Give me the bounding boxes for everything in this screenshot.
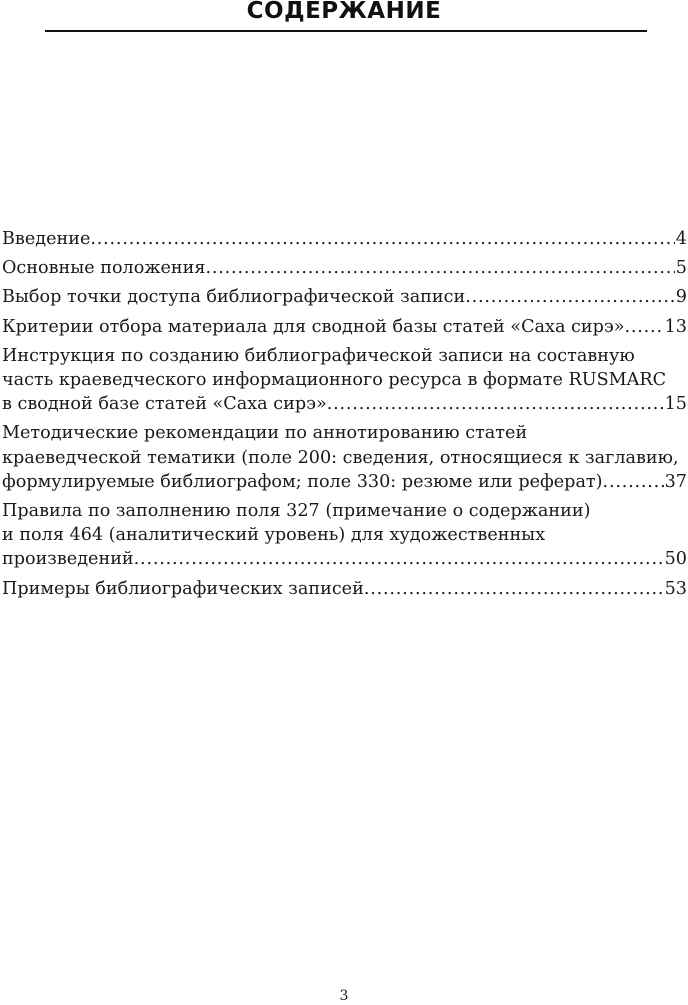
toc-page-number: 4 (675, 229, 687, 249)
toc-entry-line (2, 470, 687, 494)
toc-entry-title: Введение (2, 229, 91, 249)
toc-entry-title-line: формулируемые библиографом; поле 330: резюме или реферат) (2, 471, 603, 492)
toc-entry-field-rules[interactable] (2, 499, 687, 572)
toc-entry-title-line: краеведческой тематики (поле 200: сведения, относящиеся к заглавию, (2, 447, 679, 468)
toc-entry-title-line: и поля 464 (аналитический уровень) для художественных (2, 525, 546, 546)
toc-entry-title: Основные положения (2, 258, 206, 279)
toc-entry-line (2, 577, 687, 601)
toc-entry-title: Выбор точки доступа библиографической записи (2, 287, 466, 308)
toc-entry-examples[interactable] (2, 577, 687, 601)
dot-leader (603, 470, 664, 494)
toc-page-number: 37 (664, 471, 687, 492)
toc-entry-title-line: в сводной базе статей «Саха сирэ» (2, 394, 327, 415)
dot-leader (465, 285, 675, 309)
toc-entry-line (2, 227, 687, 251)
dot-leader (624, 315, 663, 339)
toc-page-number: 13 (664, 316, 687, 337)
toc-entry-title-line: Правила по заполнению поля 327 (примечание о содержании) (2, 501, 591, 522)
toc-entry-line (2, 285, 687, 309)
dot-leader (327, 392, 664, 416)
toc-entry-selection-criteria[interactable] (2, 315, 687, 339)
title-rule (45, 30, 647, 32)
toc-page-number: 15 (664, 394, 687, 415)
toc-entry-title-line: Методические рекомендации по аннотированию статей (2, 423, 528, 444)
toc-entry-annotation-recommendations[interactable] (2, 421, 687, 494)
toc-entry-title: Примеры библиографических записей (2, 578, 364, 599)
toc-entry-title-line: Инструкция по созданию библиографической записи на составную (2, 345, 635, 366)
toc-page-number: 50 (664, 549, 687, 570)
page-number: 3 (339, 988, 349, 1004)
toc-entry-instruction[interactable] (2, 344, 687, 417)
dot-leader (364, 577, 664, 601)
table-of-contents (2, 227, 687, 606)
toc-entry-title-line: часть краеведческого информационного ресурса в формате RUSMARC (2, 370, 667, 391)
dot-leader (205, 256, 674, 280)
toc-entry-access-point[interactable] (2, 285, 687, 309)
toc-entry-title: Критерии отбора материала для сводной базы статей «Саха сирэ» (2, 316, 625, 337)
toc-entry-main-provisions[interactable] (2, 256, 687, 280)
toc-page-number: 5 (675, 258, 687, 279)
dot-leader (90, 227, 674, 251)
toc-entry-line (2, 315, 687, 339)
toc-entry-title-line: произведений (2, 549, 134, 570)
toc-entry-line (2, 256, 687, 280)
toc-page-number: 53 (664, 578, 687, 599)
toc-title: СОДЕРЖАНИЕ (246, 0, 442, 24)
toc-entry-introduction[interactable] (2, 227, 687, 251)
toc-page-number: 9 (675, 287, 687, 308)
toc-entry-line (2, 547, 687, 571)
dot-leader (134, 547, 664, 571)
toc-entry-line (2, 392, 687, 416)
